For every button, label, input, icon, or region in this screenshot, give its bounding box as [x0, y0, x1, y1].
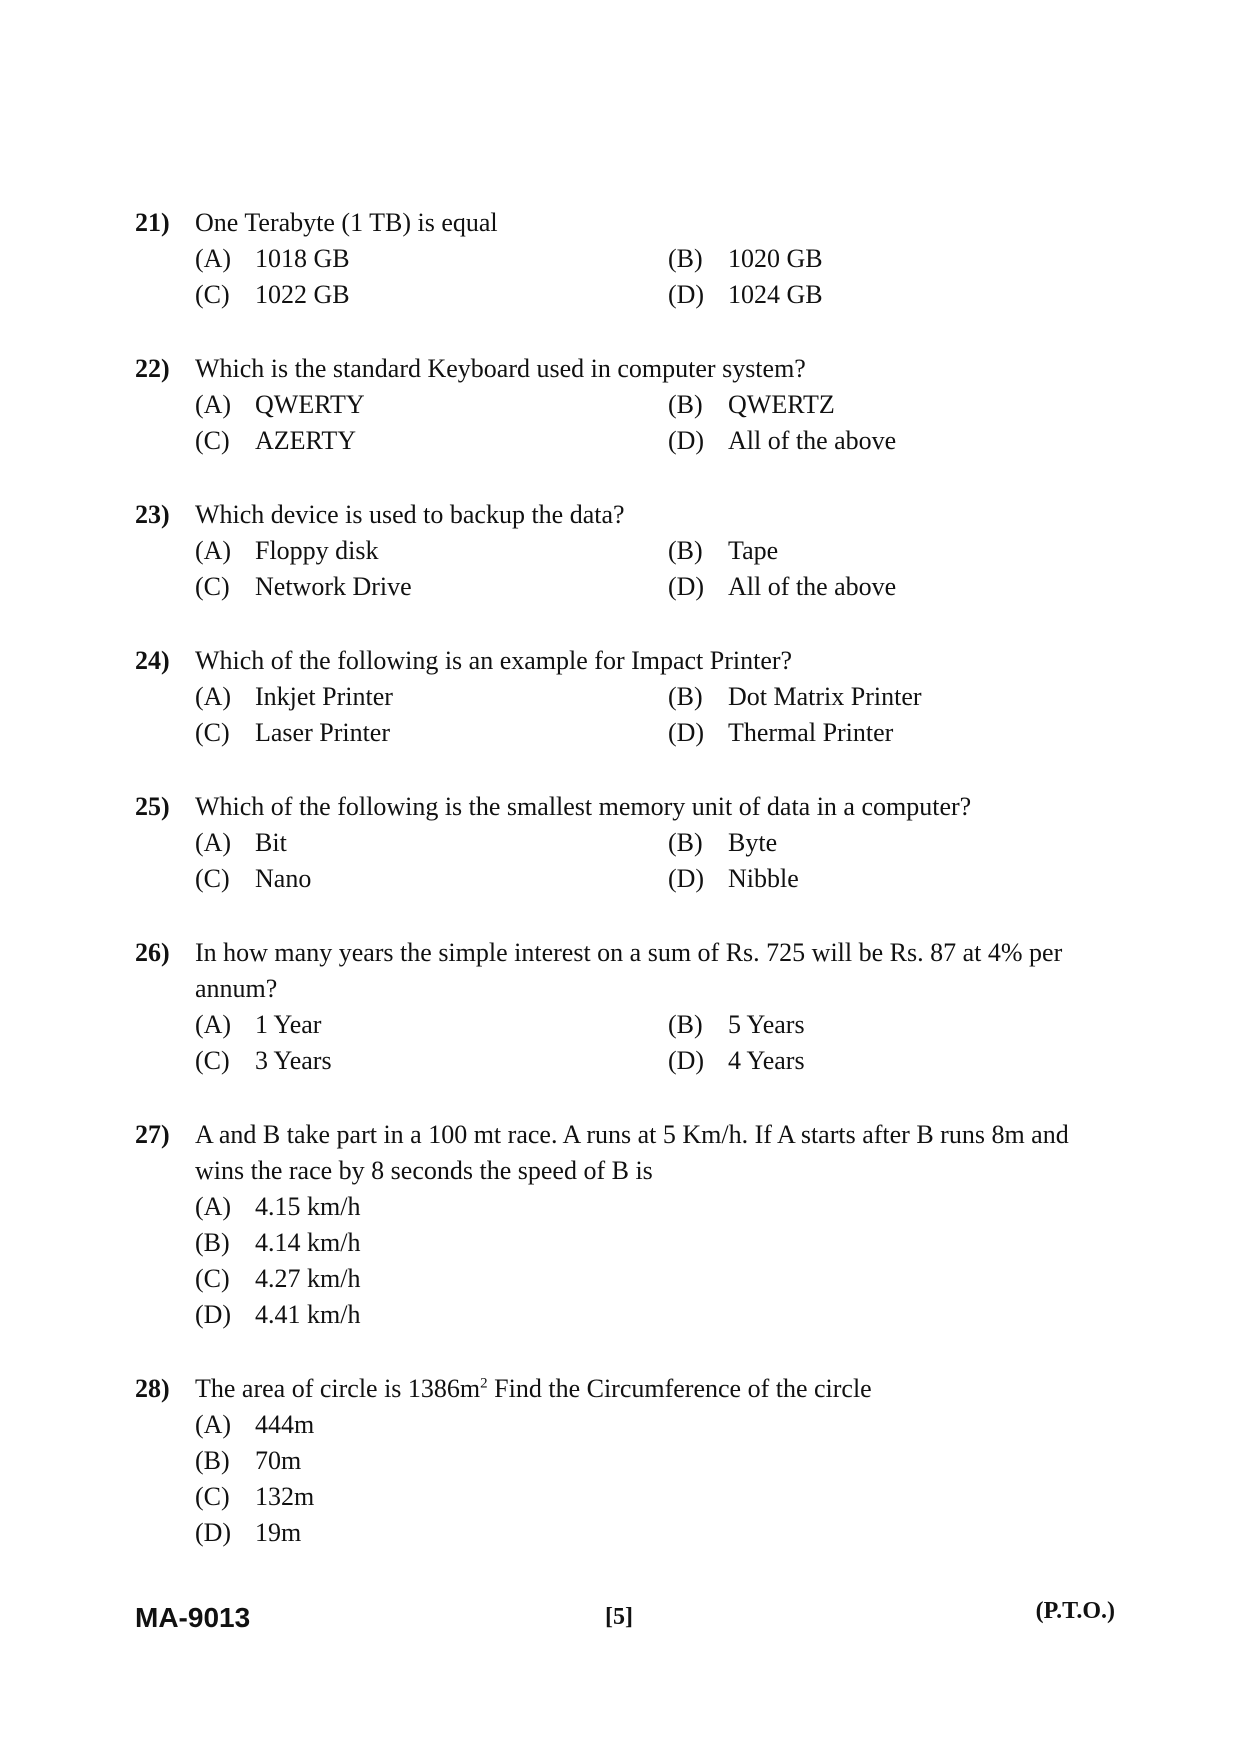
option-label: (A)	[195, 682, 232, 711]
option-label: (D)	[195, 1300, 232, 1329]
option-c	[195, 569, 668, 605]
option-label: (C)	[195, 1264, 230, 1293]
option-label: (C)	[195, 718, 230, 747]
option-text: Bit	[255, 828, 287, 857]
option-text: Inkjet Printer	[255, 682, 393, 711]
option-label: (A)	[195, 828, 232, 857]
option-d	[668, 715, 1095, 751]
option-text: 4 Years	[728, 1046, 805, 1075]
question-text: A and B take part in a 100 mt race. A runs at 5 Km/h. If A starts after B runs 8m and wins the race by 8 seconds the speed of B is	[195, 1120, 1069, 1185]
question-text: In how many years the simple interest on a sum of Rs. 725 will be Rs. 87 at 4% per annum?	[195, 938, 1063, 1003]
option-label: (D)	[668, 280, 705, 309]
option-text: Network Drive	[255, 572, 412, 601]
option-text: 3 Years	[255, 1046, 332, 1075]
pto-label: (P.T.O.)	[1035, 1598, 1115, 1624]
option-b	[668, 825, 1095, 861]
option-label: (D)	[668, 426, 705, 455]
option-text: AZERTY	[255, 426, 356, 455]
option-a	[195, 241, 668, 277]
question-text-part: Find the Circumference of the circle	[487, 1374, 872, 1403]
option-label: (C)	[195, 1482, 230, 1511]
question-21	[135, 205, 1095, 313]
option-label: (C)	[195, 426, 230, 455]
question-23	[135, 497, 1095, 605]
option-label: (D)	[668, 718, 705, 747]
option-b	[668, 533, 1095, 569]
option-text: 1 Year	[255, 1010, 322, 1039]
question-28	[135, 1371, 1095, 1551]
option-a	[195, 679, 668, 715]
options	[195, 1407, 1095, 1551]
option-d	[668, 861, 1095, 897]
option-label: (D)	[668, 864, 705, 893]
option-label: (B)	[668, 682, 703, 711]
option-d	[668, 277, 1095, 313]
option-b	[668, 241, 1095, 277]
option-c	[195, 277, 668, 313]
options	[195, 825, 1095, 897]
question-number: 23)	[135, 500, 170, 529]
option-text: Byte	[728, 828, 778, 857]
option-text: Nano	[255, 864, 312, 893]
option-label: (B)	[668, 390, 703, 419]
question-text-part: The area of circle is 1386m	[195, 1374, 481, 1403]
question-text	[195, 1371, 1095, 1407]
option-text: Tape	[728, 536, 779, 565]
option-c	[195, 1261, 1095, 1297]
option-label: (C)	[195, 1046, 230, 1075]
option-d	[668, 569, 1095, 605]
question-number: 24)	[135, 646, 170, 675]
option-label: (D)	[668, 572, 705, 601]
option-d	[668, 1043, 1095, 1079]
option-text: 1018 GB	[255, 244, 350, 273]
option-label: (A)	[195, 390, 232, 419]
option-c	[195, 861, 668, 897]
option-b	[668, 679, 1095, 715]
question-number: 21)	[135, 208, 170, 237]
option-a	[195, 1407, 1095, 1443]
option-c	[195, 715, 668, 751]
option-text: 4.41 km/h	[255, 1300, 361, 1329]
options	[195, 679, 1095, 751]
option-a	[195, 825, 668, 861]
question-number: 22)	[135, 354, 170, 383]
question-text: Which of the following is an example for Impact Printer?	[195, 646, 793, 675]
option-text: All of the above	[728, 572, 897, 601]
question-list	[135, 205, 1095, 1589]
option-label: (B)	[195, 1446, 230, 1475]
option-c	[195, 423, 668, 459]
option-b	[195, 1225, 1095, 1261]
option-b	[195, 1443, 1095, 1479]
question-number: 26)	[135, 938, 170, 967]
option-text: 1024 GB	[728, 280, 823, 309]
options	[195, 241, 1095, 313]
option-text: Thermal Printer	[728, 718, 894, 747]
question-27	[135, 1117, 1095, 1333]
option-text: 4.27 km/h	[255, 1264, 361, 1293]
question-22	[135, 351, 1095, 459]
option-label: (A)	[195, 244, 232, 273]
paper-code: MA-9013	[135, 1602, 251, 1633]
option-label: (C)	[195, 280, 230, 309]
option-d	[195, 1515, 1095, 1551]
option-a	[195, 533, 668, 569]
option-text: All of the above	[728, 426, 897, 455]
option-label: (A)	[195, 1410, 232, 1439]
options	[195, 1189, 1095, 1333]
options	[195, 1007, 1095, 1079]
question-number: 25)	[135, 792, 170, 821]
option-label: (B)	[668, 536, 703, 565]
option-label: (C)	[195, 864, 230, 893]
option-text: 1020 GB	[728, 244, 823, 273]
question-text: Which of the following is the smallest memory unit of data in a computer?	[195, 792, 972, 821]
option-text: 132m	[255, 1482, 315, 1511]
option-label: (B)	[668, 828, 703, 857]
options	[195, 387, 1095, 459]
option-text: 70m	[255, 1446, 302, 1475]
option-label: (A)	[195, 1192, 232, 1221]
option-label: (D)	[195, 1518, 232, 1547]
option-text: 4.15 km/h	[255, 1192, 361, 1221]
option-label: (D)	[668, 1046, 705, 1075]
option-text: Laser Printer	[255, 718, 391, 747]
option-text: 1022 GB	[255, 280, 350, 309]
option-c	[195, 1479, 1095, 1515]
option-text: Nibble	[728, 864, 799, 893]
question-number: 27)	[135, 1120, 170, 1149]
superscript: 2	[480, 1375, 488, 1392]
question-text: Which device is used to backup the data?	[195, 500, 625, 529]
question-24	[135, 643, 1095, 751]
option-label: (C)	[195, 572, 230, 601]
option-label: (A)	[195, 536, 232, 565]
option-b	[668, 387, 1095, 423]
option-text: 444m	[255, 1410, 315, 1439]
option-text: Dot Matrix Printer	[728, 682, 922, 711]
option-a	[195, 1007, 668, 1043]
option-text: QWERTY	[255, 390, 365, 419]
option-a	[195, 1189, 1095, 1225]
option-c	[195, 1043, 668, 1079]
page-number: [5]	[605, 1604, 633, 1630]
question-number: 28)	[135, 1374, 170, 1403]
page-footer	[135, 1600, 1115, 1640]
option-text: QWERTZ	[728, 390, 835, 419]
option-text: Floppy disk	[255, 536, 379, 565]
question-text: Which is the standard Keyboard used in computer system?	[195, 354, 806, 383]
option-label: (B)	[195, 1228, 230, 1257]
option-b	[668, 1007, 1095, 1043]
option-label: (A)	[195, 1010, 232, 1039]
option-text: 5 Years	[728, 1010, 805, 1039]
option-text: 19m	[255, 1518, 302, 1547]
question-text: One Terabyte (1 TB) is equal	[195, 208, 498, 237]
option-d	[195, 1297, 1095, 1333]
option-text: 4.14 km/h	[255, 1228, 361, 1257]
option-a	[195, 387, 668, 423]
option-d	[668, 423, 1095, 459]
options	[195, 533, 1095, 605]
question-25	[135, 789, 1095, 897]
option-label: (B)	[668, 244, 703, 273]
option-label: (B)	[668, 1010, 703, 1039]
question-26	[135, 935, 1095, 1079]
